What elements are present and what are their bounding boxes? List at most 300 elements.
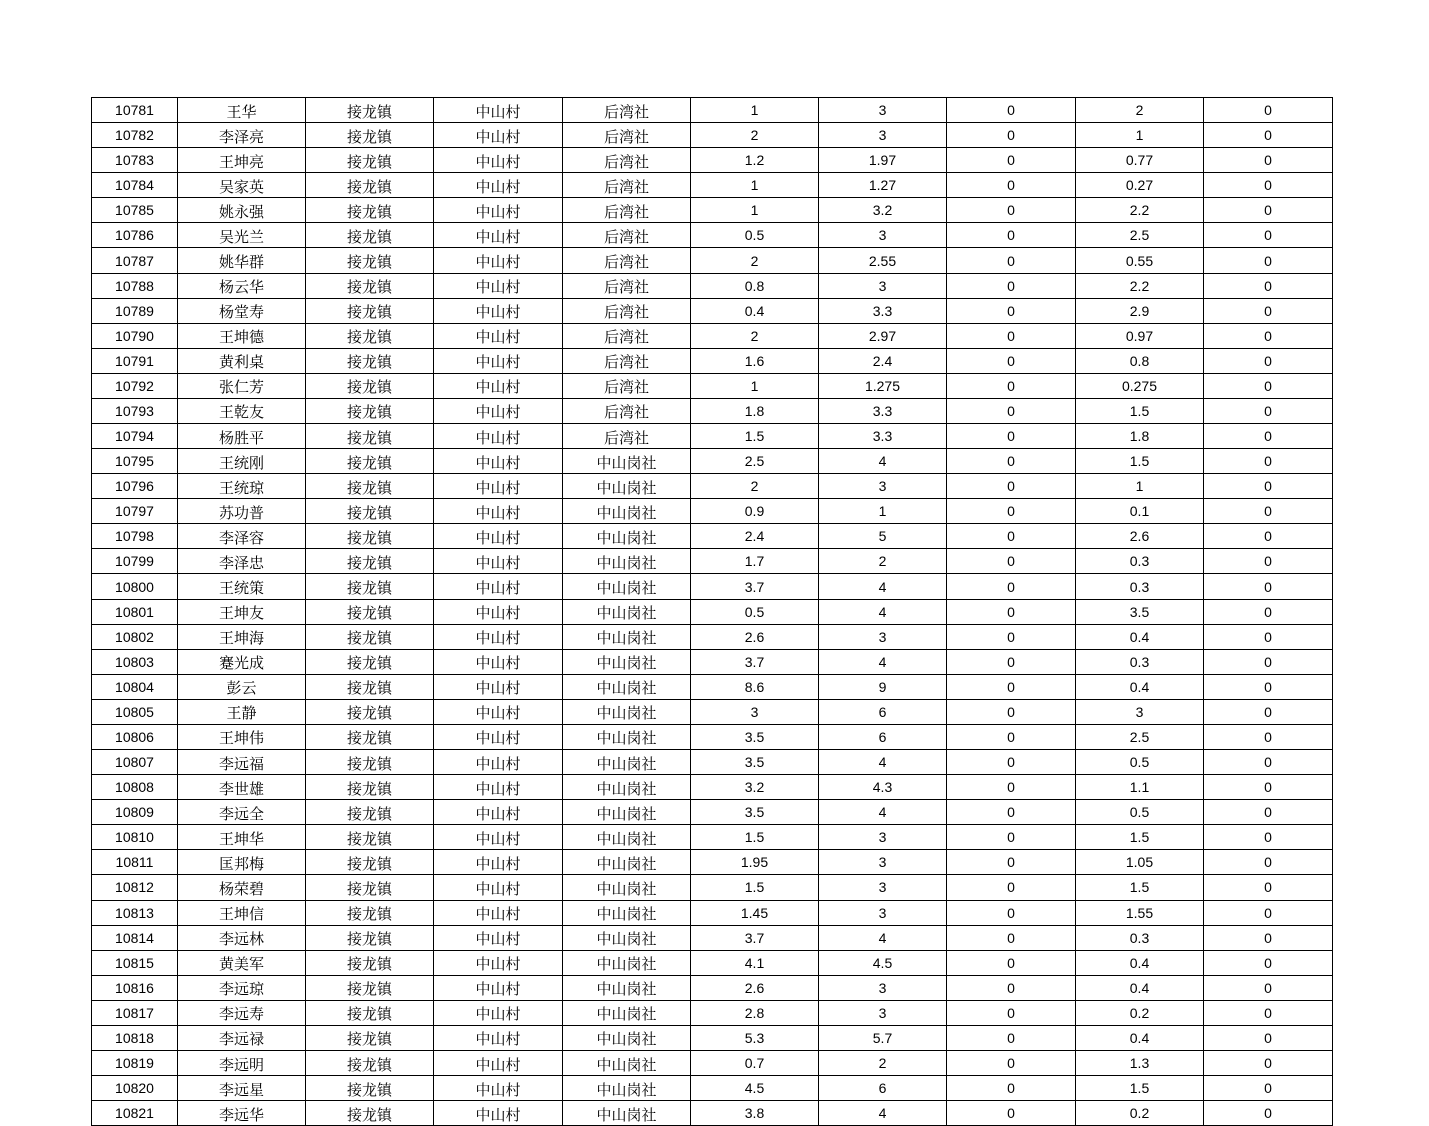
cell-value-b: 2 <box>819 549 947 574</box>
cell-village: 中山村 <box>434 875 563 900</box>
cell-group: 中山岗社 <box>563 1101 691 1126</box>
cell-value-c: 0 <box>947 925 1076 950</box>
cell-group: 后湾社 <box>563 398 691 423</box>
cell-value-a: 0.4 <box>691 298 819 323</box>
cell-value-e: 0 <box>1204 1101 1333 1126</box>
cell-value-e: 0 <box>1204 499 1333 524</box>
cell-value-e: 0 <box>1204 775 1333 800</box>
cell-value-e: 0 <box>1204 1050 1333 1075</box>
cell-value-d: 0.275 <box>1076 373 1204 398</box>
cell-value-b: 4 <box>819 925 947 950</box>
cell-value-a: 1 <box>691 98 819 123</box>
cell-value-e: 0 <box>1204 398 1333 423</box>
cell-value-d: 0.5 <box>1076 750 1204 775</box>
cell-group: 中山岗社 <box>563 699 691 724</box>
cell-town: 接龙镇 <box>306 348 434 373</box>
cell-value-e: 0 <box>1204 750 1333 775</box>
cell-value-c: 0 <box>947 599 1076 624</box>
table-row <box>92 649 1333 674</box>
cell-value-e: 0 <box>1204 624 1333 649</box>
cell-town: 接龙镇 <box>306 549 434 574</box>
cell-value-e: 0 <box>1204 724 1333 749</box>
cell-record-id: 10782 <box>92 123 178 148</box>
cell-record-id: 10807 <box>92 750 178 775</box>
cell-town: 接龙镇 <box>306 148 434 173</box>
cell-village: 中山村 <box>434 173 563 198</box>
cell-value-e: 0 <box>1204 925 1333 950</box>
cell-village: 中山村 <box>434 499 563 524</box>
cell-name: 王坤友 <box>178 599 306 624</box>
cell-value-a: 1.5 <box>691 424 819 449</box>
data-table <box>91 97 1333 1126</box>
cell-group: 中山岗社 <box>563 875 691 900</box>
cell-town: 接龙镇 <box>306 599 434 624</box>
cell-name: 王静 <box>178 699 306 724</box>
cell-value-b: 6 <box>819 724 947 749</box>
cell-group: 中山岗社 <box>563 574 691 599</box>
cell-village: 中山村 <box>434 549 563 574</box>
cell-group: 中山岗社 <box>563 950 691 975</box>
cell-value-e: 0 <box>1204 900 1333 925</box>
cell-value-d: 2.5 <box>1076 724 1204 749</box>
cell-name: 李远福 <box>178 750 306 775</box>
table-row <box>92 474 1333 499</box>
cell-village: 中山村 <box>434 123 563 148</box>
cell-group: 中山岗社 <box>563 674 691 699</box>
cell-name: 王统刚 <box>178 449 306 474</box>
cell-value-c: 0 <box>947 624 1076 649</box>
cell-value-c: 0 <box>947 750 1076 775</box>
cell-value-d: 1.5 <box>1076 449 1204 474</box>
cell-value-d: 0.3 <box>1076 925 1204 950</box>
cell-village: 中山村 <box>434 524 563 549</box>
cell-value-c: 0 <box>947 223 1076 248</box>
table-row <box>92 373 1333 398</box>
cell-name: 李远林 <box>178 925 306 950</box>
cell-record-id: 10806 <box>92 724 178 749</box>
table-row <box>92 449 1333 474</box>
table-row <box>92 950 1333 975</box>
cell-value-b: 5.7 <box>819 1025 947 1050</box>
cell-name: 杨云华 <box>178 273 306 298</box>
cell-value-e: 0 <box>1204 1025 1333 1050</box>
cell-value-b: 4.5 <box>819 950 947 975</box>
cell-value-c: 0 <box>947 1076 1076 1101</box>
cell-value-a: 2 <box>691 474 819 499</box>
cell-town: 接龙镇 <box>306 649 434 674</box>
cell-group: 中山岗社 <box>563 925 691 950</box>
cell-value-a: 2 <box>691 123 819 148</box>
cell-value-d: 0.27 <box>1076 173 1204 198</box>
cell-group: 中山岗社 <box>563 800 691 825</box>
cell-name: 黄利桌 <box>178 348 306 373</box>
cell-record-id: 10795 <box>92 449 178 474</box>
cell-value-a: 4.1 <box>691 950 819 975</box>
cell-value-b: 3.2 <box>819 198 947 223</box>
table-row <box>92 323 1333 348</box>
cell-value-a: 3.5 <box>691 750 819 775</box>
table-row <box>92 123 1333 148</box>
cell-name: 李泽亮 <box>178 123 306 148</box>
cell-value-c: 0 <box>947 398 1076 423</box>
cell-value-a: 1 <box>691 373 819 398</box>
cell-village: 中山村 <box>434 1025 563 1050</box>
cell-value-b: 6 <box>819 699 947 724</box>
cell-village: 中山村 <box>434 474 563 499</box>
cell-name: 王坤海 <box>178 624 306 649</box>
cell-name: 李远全 <box>178 800 306 825</box>
cell-value-d: 0.3 <box>1076 549 1204 574</box>
cell-name: 彭云 <box>178 674 306 699</box>
cell-value-c: 0 <box>947 775 1076 800</box>
cell-name: 王乾友 <box>178 398 306 423</box>
cell-value-d: 2.9 <box>1076 298 1204 323</box>
cell-group: 中山岗社 <box>563 524 691 549</box>
cell-value-e: 0 <box>1204 273 1333 298</box>
cell-name: 匡邦梅 <box>178 850 306 875</box>
cell-record-id: 10791 <box>92 348 178 373</box>
cell-town: 接龙镇 <box>306 724 434 749</box>
cell-name: 王统策 <box>178 574 306 599</box>
cell-value-c: 0 <box>947 298 1076 323</box>
cell-value-e: 0 <box>1204 298 1333 323</box>
table-row <box>92 148 1333 173</box>
cell-village: 中山村 <box>434 750 563 775</box>
cell-name: 吴家英 <box>178 173 306 198</box>
cell-value-d: 1.05 <box>1076 850 1204 875</box>
cell-value-a: 2.4 <box>691 524 819 549</box>
cell-name: 王统琼 <box>178 474 306 499</box>
cell-value-c: 0 <box>947 900 1076 925</box>
cell-value-a: 1.95 <box>691 850 819 875</box>
table-row <box>92 574 1333 599</box>
cell-value-a: 1 <box>691 198 819 223</box>
cell-value-c: 0 <box>947 549 1076 574</box>
cell-record-id: 10800 <box>92 574 178 599</box>
cell-name: 李远寿 <box>178 1000 306 1025</box>
cell-value-e: 0 <box>1204 1076 1333 1101</box>
cell-value-d: 2 <box>1076 98 1204 123</box>
cell-village: 中山村 <box>434 1050 563 1075</box>
cell-value-e: 0 <box>1204 449 1333 474</box>
cell-record-id: 10814 <box>92 925 178 950</box>
cell-value-e: 0 <box>1204 173 1333 198</box>
cell-value-a: 1.5 <box>691 825 819 850</box>
cell-value-d: 2.2 <box>1076 273 1204 298</box>
cell-name: 黄美军 <box>178 950 306 975</box>
cell-value-a: 1.5 <box>691 875 819 900</box>
cell-group: 中山岗社 <box>563 724 691 749</box>
cell-group: 中山岗社 <box>563 1050 691 1075</box>
cell-value-d: 1.3 <box>1076 1050 1204 1075</box>
cell-value-c: 0 <box>947 674 1076 699</box>
cell-value-b: 3 <box>819 624 947 649</box>
cell-value-c: 0 <box>947 649 1076 674</box>
cell-value-b: 4 <box>819 1101 947 1126</box>
cell-town: 接龙镇 <box>306 825 434 850</box>
cell-value-b: 4 <box>819 750 947 775</box>
table-row <box>92 1050 1333 1075</box>
cell-value-b: 2 <box>819 1050 947 1075</box>
cell-value-c: 0 <box>947 123 1076 148</box>
cell-value-e: 0 <box>1204 524 1333 549</box>
cell-record-id: 10794 <box>92 424 178 449</box>
cell-value-c: 0 <box>947 323 1076 348</box>
cell-name: 王坤德 <box>178 323 306 348</box>
cell-value-c: 0 <box>947 875 1076 900</box>
cell-value-b: 1.27 <box>819 173 947 198</box>
cell-record-id: 10783 <box>92 148 178 173</box>
table-row <box>92 750 1333 775</box>
cell-value-a: 3.7 <box>691 925 819 950</box>
cell-value-d: 3.5 <box>1076 599 1204 624</box>
table-row <box>92 800 1333 825</box>
cell-value-d: 0.1 <box>1076 499 1204 524</box>
cell-value-e: 0 <box>1204 424 1333 449</box>
cell-value-c: 0 <box>947 449 1076 474</box>
cell-value-a: 3 <box>691 699 819 724</box>
cell-record-id: 10798 <box>92 524 178 549</box>
cell-value-c: 0 <box>947 1025 1076 1050</box>
cell-value-d: 0.97 <box>1076 323 1204 348</box>
cell-record-id: 10819 <box>92 1050 178 1075</box>
cell-value-b: 3 <box>819 273 947 298</box>
cell-record-id: 10787 <box>92 248 178 273</box>
cell-value-a: 3.8 <box>691 1101 819 1126</box>
table-row <box>92 398 1333 423</box>
cell-town: 接龙镇 <box>306 499 434 524</box>
cell-value-d: 0.4 <box>1076 1025 1204 1050</box>
cell-group: 中山岗社 <box>563 750 691 775</box>
cell-record-id: 10789 <box>92 298 178 323</box>
cell-value-e: 0 <box>1204 348 1333 373</box>
cell-value-e: 0 <box>1204 98 1333 123</box>
cell-town: 接龙镇 <box>306 1101 434 1126</box>
cell-record-id: 10820 <box>92 1076 178 1101</box>
cell-value-d: 1 <box>1076 123 1204 148</box>
cell-value-c: 0 <box>947 800 1076 825</box>
cell-group: 中山岗社 <box>563 900 691 925</box>
table-row <box>92 1101 1333 1126</box>
cell-record-id: 10781 <box>92 98 178 123</box>
cell-value-b: 3 <box>819 1000 947 1025</box>
cell-value-b: 3 <box>819 825 947 850</box>
cell-group: 中山岗社 <box>563 624 691 649</box>
cell-value-b: 6 <box>819 1076 947 1101</box>
cell-value-d: 0.77 <box>1076 148 1204 173</box>
cell-record-id: 10788 <box>92 273 178 298</box>
cell-value-b: 3 <box>819 98 947 123</box>
cell-value-c: 0 <box>947 574 1076 599</box>
cell-value-e: 0 <box>1204 198 1333 223</box>
cell-value-d: 0.3 <box>1076 574 1204 599</box>
cell-record-id: 10812 <box>92 875 178 900</box>
cell-group: 中山岗社 <box>563 549 691 574</box>
cell-value-b: 5 <box>819 524 947 549</box>
cell-value-e: 0 <box>1204 699 1333 724</box>
table-row <box>92 674 1333 699</box>
cell-value-a: 8.6 <box>691 674 819 699</box>
cell-town: 接龙镇 <box>306 323 434 348</box>
cell-record-id: 10821 <box>92 1101 178 1126</box>
cell-record-id: 10818 <box>92 1025 178 1050</box>
cell-value-e: 0 <box>1204 574 1333 599</box>
cell-village: 中山村 <box>434 323 563 348</box>
cell-town: 接龙镇 <box>306 975 434 1000</box>
cell-value-d: 2.2 <box>1076 198 1204 223</box>
cell-name: 王坤亮 <box>178 148 306 173</box>
cell-value-b: 3 <box>819 975 947 1000</box>
cell-value-e: 0 <box>1204 649 1333 674</box>
cell-village: 中山村 <box>434 148 563 173</box>
cell-value-e: 0 <box>1204 674 1333 699</box>
cell-value-b: 3 <box>819 875 947 900</box>
cell-village: 中山村 <box>434 699 563 724</box>
cell-village: 中山村 <box>434 900 563 925</box>
cell-value-b: 3 <box>819 474 947 499</box>
cell-value-d: 1.5 <box>1076 875 1204 900</box>
cell-village: 中山村 <box>434 950 563 975</box>
cell-town: 接龙镇 <box>306 223 434 248</box>
cell-value-e: 0 <box>1204 549 1333 574</box>
table-row <box>92 825 1333 850</box>
table-row <box>92 424 1333 449</box>
cell-group: 中山岗社 <box>563 1076 691 1101</box>
cell-town: 接龙镇 <box>306 699 434 724</box>
cell-value-c: 0 <box>947 424 1076 449</box>
cell-value-d: 1.8 <box>1076 424 1204 449</box>
cell-value-b: 3 <box>819 223 947 248</box>
cell-group: 后湾社 <box>563 98 691 123</box>
cell-value-c: 0 <box>947 373 1076 398</box>
cell-value-e: 0 <box>1204 800 1333 825</box>
cell-value-b: 4.3 <box>819 775 947 800</box>
cell-village: 中山村 <box>434 273 563 298</box>
table-row <box>92 699 1333 724</box>
cell-village: 中山村 <box>434 825 563 850</box>
cell-value-a: 2 <box>691 323 819 348</box>
cell-value-b: 4 <box>819 800 947 825</box>
cell-name: 李世雄 <box>178 775 306 800</box>
cell-value-b: 3.3 <box>819 398 947 423</box>
cell-group: 后湾社 <box>563 123 691 148</box>
cell-value-e: 0 <box>1204 1000 1333 1025</box>
cell-value-b: 4 <box>819 574 947 599</box>
cell-town: 接龙镇 <box>306 574 434 599</box>
cell-group: 中山岗社 <box>563 649 691 674</box>
cell-value-e: 0 <box>1204 975 1333 1000</box>
cell-group: 后湾社 <box>563 148 691 173</box>
cell-town: 接龙镇 <box>306 524 434 549</box>
cell-name: 杨堂寿 <box>178 298 306 323</box>
cell-village: 中山村 <box>434 98 563 123</box>
cell-record-id: 10802 <box>92 624 178 649</box>
cell-value-c: 0 <box>947 273 1076 298</box>
cell-value-e: 0 <box>1204 599 1333 624</box>
cell-value-e: 0 <box>1204 123 1333 148</box>
table-row <box>92 524 1333 549</box>
cell-record-id: 10790 <box>92 323 178 348</box>
cell-town: 接龙镇 <box>306 674 434 699</box>
cell-record-id: 10784 <box>92 173 178 198</box>
cell-village: 中山村 <box>434 674 563 699</box>
cell-village: 中山村 <box>434 800 563 825</box>
cell-town: 接龙镇 <box>306 950 434 975</box>
cell-value-c: 0 <box>947 248 1076 273</box>
cell-group: 中山岗社 <box>563 499 691 524</box>
cell-value-a: 0.5 <box>691 599 819 624</box>
cell-value-a: 3.5 <box>691 724 819 749</box>
cell-value-c: 0 <box>947 1101 1076 1126</box>
table-row <box>92 1000 1333 1025</box>
cell-village: 中山村 <box>434 724 563 749</box>
cell-value-d: 0.55 <box>1076 248 1204 273</box>
cell-value-d: 2.5 <box>1076 223 1204 248</box>
cell-record-id: 10810 <box>92 825 178 850</box>
cell-group: 中山岗社 <box>563 599 691 624</box>
cell-value-b: 3 <box>819 123 947 148</box>
cell-value-d: 0.5 <box>1076 800 1204 825</box>
table-row <box>92 549 1333 574</box>
cell-group: 后湾社 <box>563 248 691 273</box>
cell-value-b: 3.3 <box>819 298 947 323</box>
cell-value-e: 0 <box>1204 223 1333 248</box>
cell-name: 王华 <box>178 98 306 123</box>
cell-record-id: 10805 <box>92 699 178 724</box>
cell-group: 后湾社 <box>563 298 691 323</box>
cell-value-c: 0 <box>947 1000 1076 1025</box>
cell-value-b: 4 <box>819 649 947 674</box>
cell-value-c: 0 <box>947 975 1076 1000</box>
cell-value-a: 4.5 <box>691 1076 819 1101</box>
cell-value-e: 0 <box>1204 875 1333 900</box>
cell-record-id: 10816 <box>92 975 178 1000</box>
cell-value-a: 0.7 <box>691 1050 819 1075</box>
cell-group: 后湾社 <box>563 173 691 198</box>
table-row <box>92 1076 1333 1101</box>
cell-value-a: 1.8 <box>691 398 819 423</box>
cell-value-c: 0 <box>947 850 1076 875</box>
cell-name: 李泽忠 <box>178 549 306 574</box>
cell-value-c: 0 <box>947 1050 1076 1075</box>
cell-value-d: 0.3 <box>1076 649 1204 674</box>
cell-record-id: 10792 <box>92 373 178 398</box>
cell-value-c: 0 <box>947 699 1076 724</box>
cell-town: 接龙镇 <box>306 198 434 223</box>
cell-town: 接龙镇 <box>306 1025 434 1050</box>
cell-village: 中山村 <box>434 1076 563 1101</box>
cell-record-id: 10815 <box>92 950 178 975</box>
cell-group: 后湾社 <box>563 273 691 298</box>
cell-group: 后湾社 <box>563 323 691 348</box>
cell-town: 接龙镇 <box>306 273 434 298</box>
table-row <box>92 98 1333 123</box>
cell-value-d: 0.4 <box>1076 950 1204 975</box>
cell-value-b: 3.3 <box>819 424 947 449</box>
cell-value-d: 3 <box>1076 699 1204 724</box>
table-row <box>92 273 1333 298</box>
cell-town: 接龙镇 <box>306 449 434 474</box>
table-row <box>92 348 1333 373</box>
cell-value-e: 0 <box>1204 474 1333 499</box>
cell-value-a: 3.7 <box>691 574 819 599</box>
cell-village: 中山村 <box>434 925 563 950</box>
cell-name: 王坤伟 <box>178 724 306 749</box>
cell-value-b: 2.4 <box>819 348 947 373</box>
cell-village: 中山村 <box>434 775 563 800</box>
cell-value-d: 1.55 <box>1076 900 1204 925</box>
cell-village: 中山村 <box>434 373 563 398</box>
